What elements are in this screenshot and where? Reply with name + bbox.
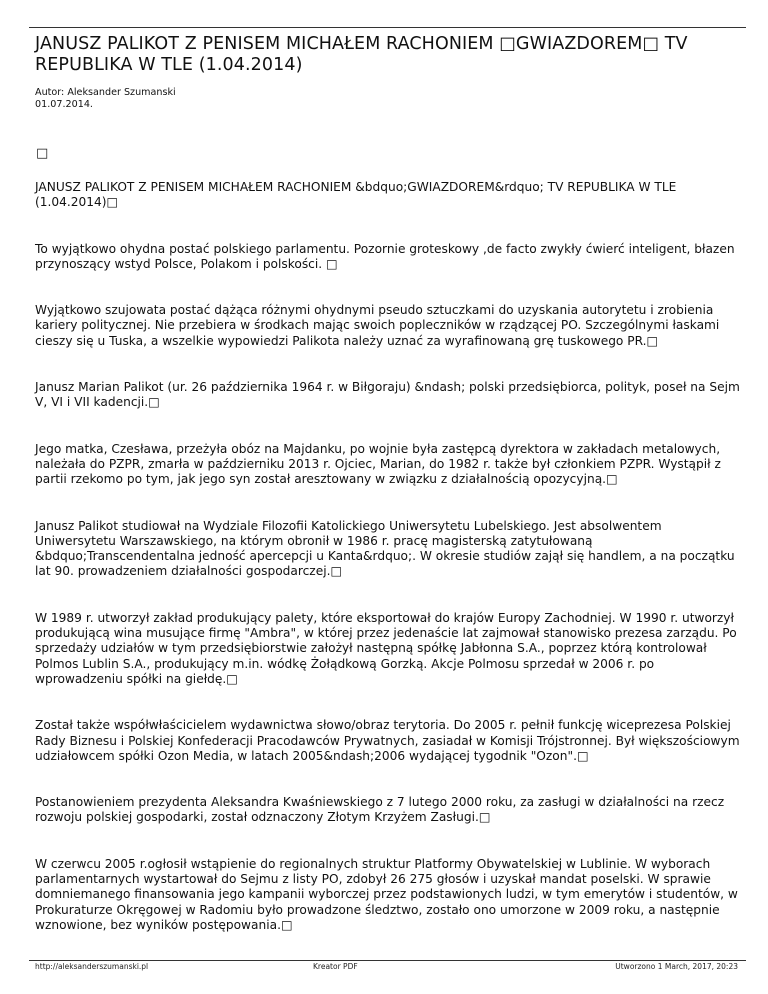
paragraph-1: JANUSZ PALIKOT Z PENISEM MICHAŁEM RACHONIEM &bdquo;GWIAZDOREM&rdquo; TV REPUBLIKA W TLE (1.04.2014)□: [35, 180, 677, 210]
footer-divider: [29, 960, 746, 961]
top-divider: [29, 27, 746, 28]
date-line: 01.07.2014.: [35, 98, 93, 110]
page-title: JANUSZ PALIKOT Z PENISEM MICHAŁEM RACHONIEM □GWIAZDOREM□ TV REPUBLIKA W TLE (1.04.2014): [35, 34, 688, 75]
paragraph-7: W 1989 r. utworzył zakład produkujący palety, które eksportował do krajów Europy Zachodniej. W 1990 r. utworzył produkującą wina musujące firmę "Ambra", w której przez jedenaście lat zajmował stanowisko prezesa zarządu. Po sprzedaży udziałów w tym przedsiębiorstwie założył następną spółkę Jabłonna S.A., poprzez którą kontrolował Polmos Lublin S.A., produkujący m.in. wódkę Żołądkową Gorzką. Akcje Polmosu sprzedał w 2006 r. po wprowadzeniu spółki na giełdę.□: [35, 610, 737, 686]
paragraph-3: Wyjątkowo szujowata postać dążąca różnymi ohydnymi pseudo sztuczkami do uzyskania autorytetu i zrobienia kariery politycznej. Nie przebiera w środkach mając swoich popleczników w rządzącej PO. Szczególnymi łaskami cieszy się u Tuska, a wszelkie wypowiedzi Palikota należy uznać za wyrafinowaną grę tuskowego PR.□: [35, 303, 720, 348]
author-line: Autor: Aleksander Szumanski: [35, 87, 176, 98]
paragraph-2: To wyjątkowo ohydna postać polskiego parlamentu. Pozornie groteskowy ,de facto zwykły ćwierć inteligent, błazen przynoszący wstyd Polsce, Polakom i polskości. □: [35, 241, 735, 271]
paragraph-8: Został także współwłaścicielem wydawnictwa słowo/obraz terytoria. Do 2005 r. pełnił funkcję wiceprezesa Polskiej Rady Biznesu i Polskiej Konfederacji Pracodawców Prywatnych, zasiadał w Komisji Trójstronnej. Był większościowym udziałowcem spółki Ozon Media, w latach 2005&ndash;2006 wydającej tygodnik "Ozon".□: [35, 718, 740, 763]
article-meta: [35, 87, 176, 110]
paragraph-4: Janusz Marian Palikot (ur. 26 października 1964 r. w Biłgoraju) &ndash; polski przedsiębiorca, polityk, poseł na Sejm V, VI i VII kadencji.□: [35, 380, 740, 410]
footer-created: Utworzono 1 March, 2017, 20:23: [615, 962, 738, 971]
paragraph-9: Postanowieniem prezydenta Aleksandra Kwaśniewskiego z 7 lutego 2000 roku, za zasługi w działalności na rzecz rozwoju polskiej gospodarki, został odznaczony Złotym Krzyżem Zasługi.□: [35, 795, 725, 825]
page-footer: [35, 962, 738, 974]
paragraph-5: Jego matka, Czesława, przeżyła obóz na Majdanku, po wojnie była zastępcą dyrektora w zakładach metalowych, należała do PZPR, zmarła w październiku 2013 r. Ojciec, Marian, do 1982 r. także był członkiem PZPR. Wystąpił z partii rzekomo po tym, jak jego syn został aresztowany w związku z działalnością opozycyjną.□: [35, 441, 721, 487]
article-body: [35, 180, 740, 964]
paragraph-6: Janusz Palikot studiował na Wydziale Filozofii Katolickiego Uniwersytetu Lubelskiego. Jest absolwentem Uniwersytetu Warszawskiego, na którym obronił w 1986 r. pracę magisterską zatytułowaną &bdquo;Transcendentalna jedność apercepcji u Kanta&rdquo;. W okresie studiów zajął się handlem, a na początku lat 90. prowadzeniem działalności gospodarczej.□: [35, 518, 735, 579]
footer-tool: Kreator PDF: [313, 962, 358, 971]
paragraph-10: W czerwcu 2005 r.ogłosił wstąpienie do regionalnych struktur Platformy Obywatelskiej w Lublinie. W wyborach parlamentarnych wystartował do Sejmu z listy PO, zdobył 26 275 głosów i uzyskał mandat poselski. W sprawie domniemanego finansowania jego kampanii wyborczej przez podstawionych ludzi, w tym emerytów i studentów, w Prokuraturze Okręgowej w Radomiu było prowadzone śledztwo, zostało ono umorzone w 2009 roku, a następnie wznowione, bez wyników postępowania.□: [35, 856, 738, 932]
footer-url: http://aleksanderszumanski.pl: [35, 962, 149, 971]
missing-image-icon: □: [36, 146, 49, 161]
